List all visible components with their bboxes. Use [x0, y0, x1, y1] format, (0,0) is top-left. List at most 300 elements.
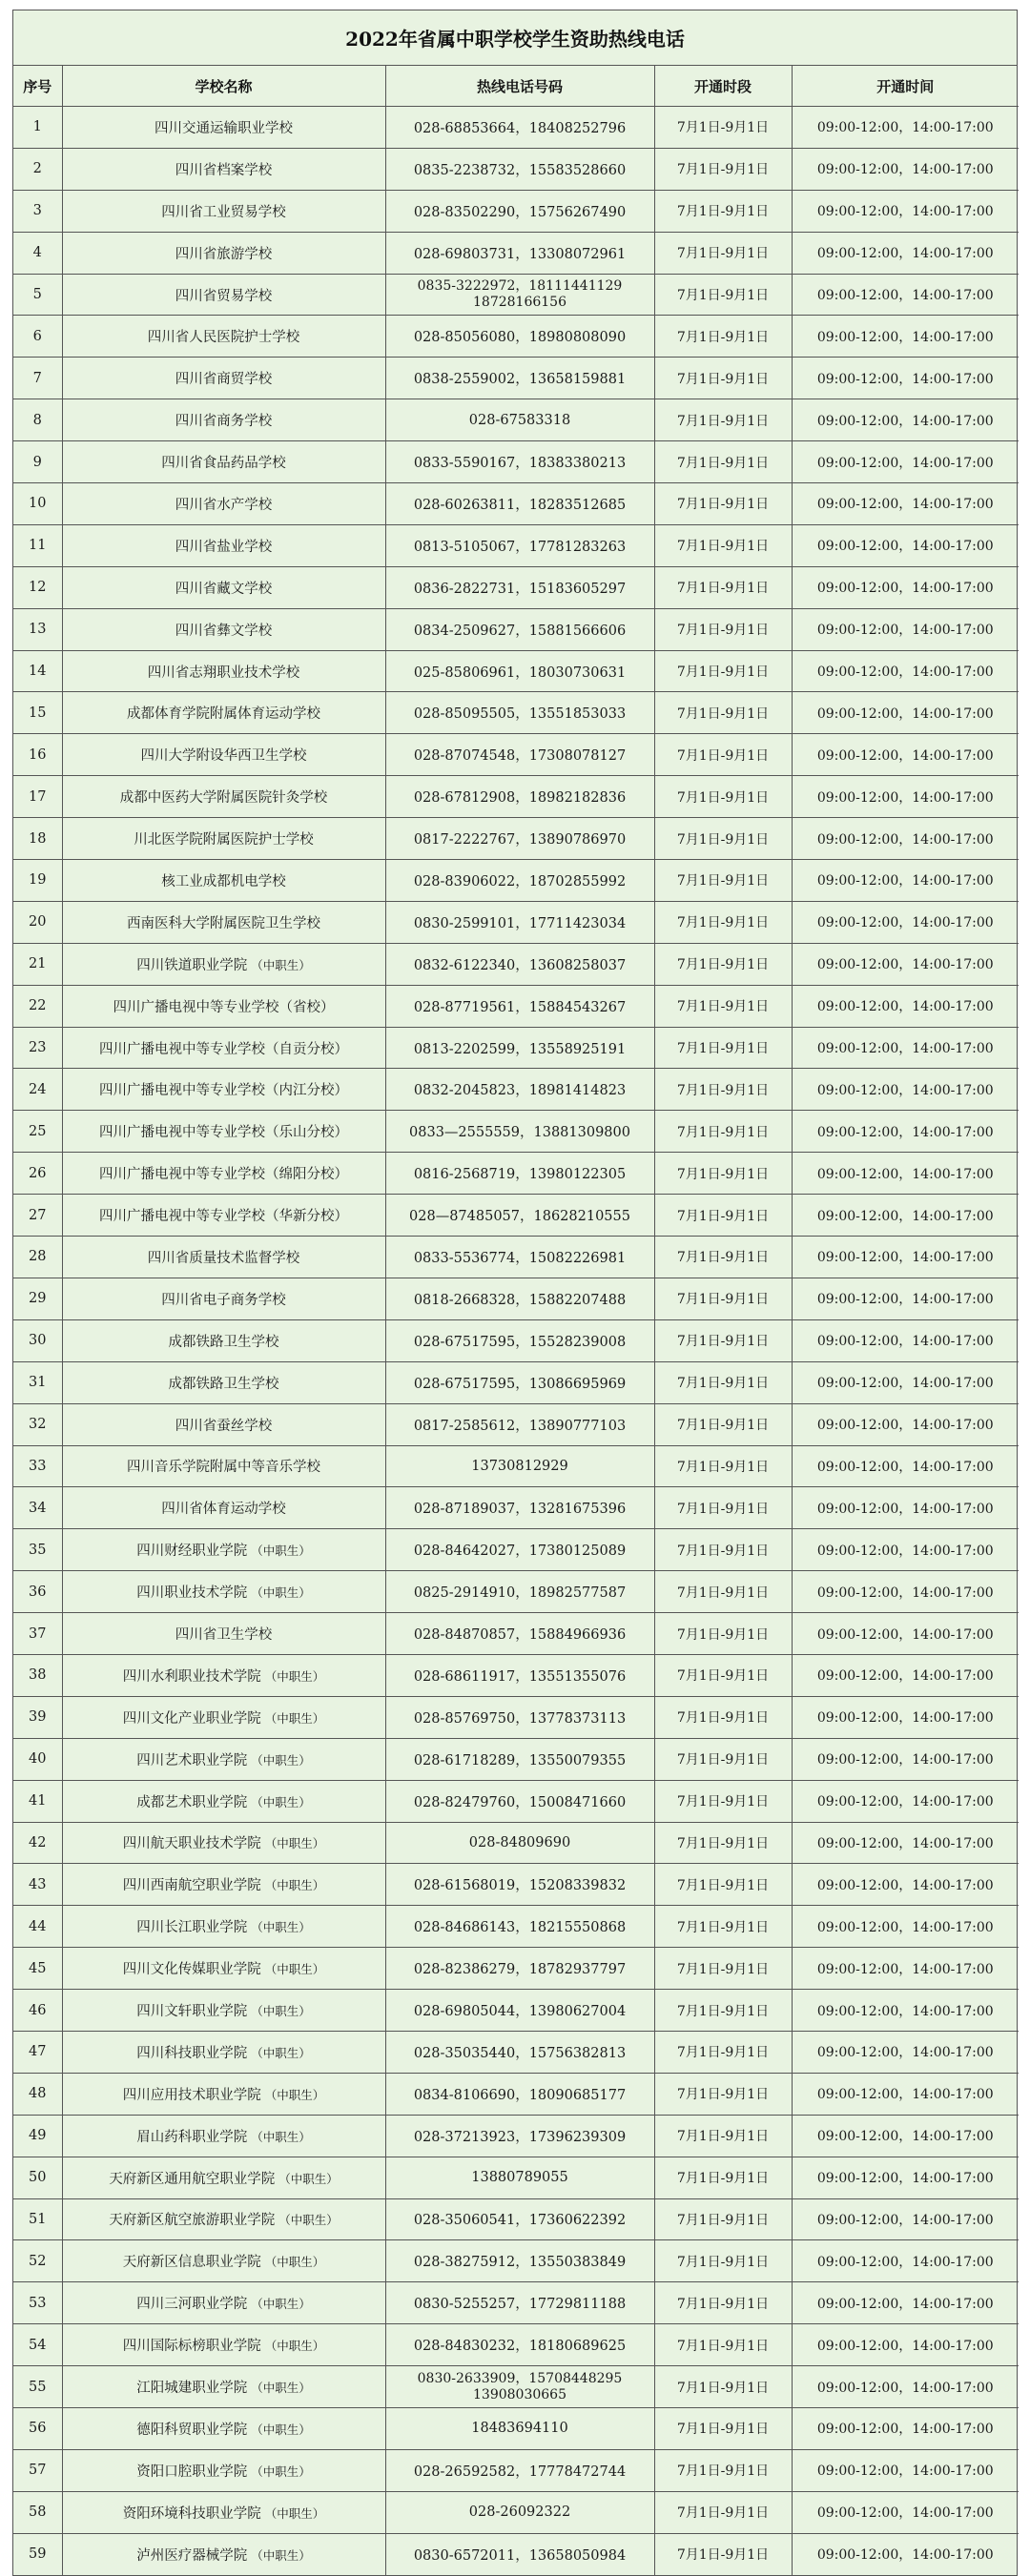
table-row	[13, 441, 1019, 483]
table-row	[13, 1319, 1019, 1361]
open-hours: 09:00-12:00，14:00-17:00	[792, 2240, 1019, 2282]
open-hours: 09:00-12:00，14:00-17:00	[792, 2407, 1019, 2449]
open-hours: 09:00-12:00，14:00-17:00	[792, 1613, 1019, 1655]
open-period: 7月1日-9月1日	[654, 107, 792, 149]
table-row	[13, 692, 1019, 734]
school-name: 四川省体育运动学校	[161, 1502, 286, 1518]
row-number: 52	[13, 2240, 62, 2282]
open-hours: 09:00-12:00，14:00-17:00	[792, 1990, 1019, 2032]
school-name: 四川科技职业学院	[136, 2045, 248, 2061]
table-row	[13, 1529, 1019, 1571]
school-name: 四川铁道职业学院	[136, 957, 248, 973]
table-row	[13, 1948, 1019, 1990]
school-name-cell	[62, 1864, 385, 1906]
table-row	[13, 2115, 1019, 2157]
school-name: 成都中医药大学附属医院针灸学校	[119, 790, 328, 807]
open-period: 7月1日-9月1日	[654, 1361, 792, 1403]
header-school: 学校名称	[62, 66, 385, 107]
open-hours: 09:00-12:00，14:00-17:00	[792, 1529, 1019, 1571]
school-name: 四川文化传媒职业学院	[122, 1962, 261, 1978]
row-number: 59	[13, 2533, 62, 2574]
school-name-cell	[62, 274, 385, 316]
open-period: 7月1日-9月1日	[654, 1153, 792, 1195]
hotline-table	[13, 66, 1019, 2575]
open-hours: 09:00-12:00，14:00-17:00	[792, 2115, 1019, 2157]
table-row	[13, 566, 1019, 608]
row-number: 51	[13, 2198, 62, 2240]
hotline-phone: 028-87189037，13281675396	[385, 1487, 654, 1529]
row-number: 15	[13, 692, 62, 734]
open-period: 7月1日-9月1日	[654, 358, 792, 399]
open-hours: 09:00-12:00，14:00-17:00	[792, 860, 1019, 902]
table-row	[13, 1153, 1019, 1195]
row-number: 33	[13, 1445, 62, 1487]
open-period: 7月1日-9月1日	[654, 2198, 792, 2240]
school-name: 四川广播电视中等专业学校（华新分校）	[99, 1209, 348, 1225]
school-suffix: （中职生）	[251, 2297, 311, 2312]
open-period: 7月1日-9月1日	[654, 1319, 792, 1361]
open-period: 7月1日-9月1日	[654, 860, 792, 902]
open-hours: 09:00-12:00，14:00-17:00	[792, 1237, 1019, 1278]
school-suffix: （中职生）	[251, 1544, 311, 1559]
table-row	[13, 2366, 1019, 2408]
open-hours: 09:00-12:00，14:00-17:00	[792, 1780, 1019, 1822]
open-hours: 09:00-12:00，14:00-17:00	[792, 2073, 1019, 2115]
row-number: 4	[13, 232, 62, 274]
school-name-cell	[62, 901, 385, 943]
school-name-cell	[62, 943, 385, 985]
hotline-phone: 028-26092322	[385, 2491, 654, 2533]
row-number: 48	[13, 2073, 62, 2115]
open-period: 7月1日-9月1日	[654, 734, 792, 776]
open-hours: 09:00-12:00，14:00-17:00	[792, 734, 1019, 776]
hotline-phone: 0830-2633909，15708448295 13908030665	[385, 2366, 654, 2408]
table-row	[13, 232, 1019, 274]
school-suffix: （中职生）	[251, 2381, 311, 2396]
header-time: 开通时间	[792, 66, 1019, 107]
open-period: 7月1日-9月1日	[654, 1027, 792, 1069]
hotline-phone: 028—87485057，18628210555	[385, 1195, 654, 1237]
open-hours: 09:00-12:00，14:00-17:00	[792, 1571, 1019, 1613]
open-period: 7月1日-9月1日	[654, 2533, 792, 2574]
school-name: 四川水利职业技术学院	[122, 1668, 261, 1685]
hotline-phone: 028-35060541，17360622392	[385, 2198, 654, 2240]
hotline-phone: 028-35035440，15756382813	[385, 2031, 654, 2073]
hotline-phone: 028-61568019，15208339832	[385, 1864, 654, 1906]
table-row	[13, 1361, 1019, 1403]
table-row	[13, 2449, 1019, 2491]
school-name-cell	[62, 1906, 385, 1948]
table-row	[13, 1278, 1019, 1319]
school-name: 四川省贸易学校	[175, 288, 273, 304]
table-row	[13, 1069, 1019, 1111]
school-name: 成都体育学院附属体育运动学校	[127, 706, 320, 723]
row-number: 21	[13, 943, 62, 985]
school-name-cell	[62, 1278, 385, 1319]
school-name-cell	[62, 1990, 385, 2032]
row-number: 41	[13, 1780, 62, 1822]
school-name: 天府新区航空旅游职业学院	[109, 2213, 276, 2229]
school-suffix: （中职生）	[278, 2213, 339, 2228]
open-hours: 09:00-12:00，14:00-17:00	[792, 901, 1019, 943]
school-suffix: （中职生）	[251, 2045, 311, 2060]
hotline-phone: 028-87719561，15884543267	[385, 985, 654, 1027]
hotline-phone: 028-82479760，15008471660	[385, 1780, 654, 1822]
hotline-phone: 028-67812908，18982182836	[385, 776, 654, 818]
school-name-cell	[62, 483, 385, 525]
table-row	[13, 985, 1019, 1027]
row-number: 35	[13, 1529, 62, 1571]
hotline-phone: 028-26592582，17778472744	[385, 2449, 654, 2491]
table-row	[13, 776, 1019, 818]
row-number: 24	[13, 1069, 62, 1111]
row-number: 32	[13, 1403, 62, 1445]
open-hours: 09:00-12:00，14:00-17:00	[792, 692, 1019, 734]
hotline-phone: 0830-2599101，17711423034	[385, 901, 654, 943]
hotline-phone: 0835-2238732，15583528660	[385, 148, 654, 190]
school-name-cell	[62, 2198, 385, 2240]
open-period: 7月1日-9月1日	[654, 441, 792, 483]
table-row	[13, 1571, 1019, 1613]
school-name-cell	[62, 1571, 385, 1613]
school-name-cell	[62, 2115, 385, 2157]
school-suffix: （中职生）	[251, 2422, 311, 2437]
school-name: 资阳环境科技职业学院	[122, 2505, 261, 2522]
school-suffix: （中职生）	[251, 2464, 311, 2479]
open-hours: 09:00-12:00，14:00-17:00	[792, 2491, 1019, 2533]
school-name-cell	[62, 2324, 385, 2366]
row-number: 40	[13, 1738, 62, 1780]
open-period: 7月1日-9月1日	[654, 608, 792, 650]
school-suffix: （中职生）	[264, 1668, 325, 1684]
open-period: 7月1日-9月1日	[654, 1195, 792, 1237]
school-name-cell	[62, 1195, 385, 1237]
school-name-cell	[62, 1361, 385, 1403]
school-name-cell	[62, 1111, 385, 1153]
open-hours: 09:00-12:00，14:00-17:00	[792, 2198, 1019, 2240]
open-hours: 09:00-12:00，14:00-17:00	[792, 1319, 1019, 1361]
row-number: 23	[13, 1027, 62, 1069]
open-hours: 09:00-12:00，14:00-17:00	[792, 776, 1019, 818]
school-name: 成都艺术职业学院	[136, 1794, 248, 1810]
open-hours: 09:00-12:00，14:00-17:00	[792, 190, 1019, 232]
hotline-table-sheet	[12, 10, 1018, 2576]
open-hours: 09:00-12:00，14:00-17:00	[792, 107, 1019, 149]
school-name: 核工业成都机电学校	[161, 873, 286, 889]
table-row	[13, 1738, 1019, 1780]
table-row	[13, 274, 1019, 316]
row-number: 19	[13, 860, 62, 902]
open-period: 7月1日-9月1日	[654, 1864, 792, 1906]
school-name: 四川省电子商务学校	[161, 1292, 286, 1308]
school-name: 四川西南航空职业学院	[122, 1878, 261, 1894]
table-row	[13, 1696, 1019, 1738]
school-suffix: （中职生）	[251, 1752, 311, 1768]
open-period: 7月1日-9月1日	[654, 1111, 792, 1153]
open-period: 7月1日-9月1日	[654, 1780, 792, 1822]
table-body	[13, 107, 1019, 2575]
row-number: 39	[13, 1696, 62, 1738]
table-row	[13, 818, 1019, 860]
school-name: 四川省食品药品学校	[161, 456, 286, 472]
open-period: 7月1日-9月1日	[654, 1738, 792, 1780]
header-phone: 热线电话号码	[385, 66, 654, 107]
open-hours: 09:00-12:00，14:00-17:00	[792, 2324, 1019, 2366]
table-row	[13, 2491, 1019, 2533]
hotline-phone: 18483694110	[385, 2407, 654, 2449]
school-name: 四川广播电视中等专业学校（乐山分校）	[99, 1125, 348, 1141]
school-name: 四川音乐学院附属中等音乐学校	[127, 1460, 320, 1476]
open-period: 7月1日-9月1日	[654, 316, 792, 358]
school-name-cell	[62, 1654, 385, 1696]
school-suffix: （中职生）	[251, 2547, 311, 2563]
school-name-cell	[62, 1738, 385, 1780]
table-row	[13, 1613, 1019, 1655]
open-hours: 09:00-12:00，14:00-17:00	[792, 2031, 1019, 2073]
open-period: 7月1日-9月1日	[654, 901, 792, 943]
school-name-cell	[62, 190, 385, 232]
school-name: 四川财经职业学院	[136, 1544, 248, 1560]
school-name-cell	[62, 1487, 385, 1529]
table-row	[13, 650, 1019, 692]
open-hours: 09:00-12:00，14:00-17:00	[792, 1069, 1019, 1111]
hotline-phone: 028-38275912，13550383849	[385, 2240, 654, 2282]
table-row	[13, 943, 1019, 985]
hotline-phone: 0832-2045823，18981414823	[385, 1069, 654, 1111]
table-row	[13, 1654, 1019, 1696]
hotline-phone: 028-87074548，17308078127	[385, 734, 654, 776]
school-name: 四川大学附设华西卫生学校	[140, 748, 307, 765]
table-row	[13, 190, 1019, 232]
open-hours: 09:00-12:00，14:00-17:00	[792, 650, 1019, 692]
school-name: 四川广播电视中等专业学校（省校）	[113, 999, 335, 1015]
hotline-phone: 0838-2559002，13658159881	[385, 358, 654, 399]
hotline-phone: 028-84686143，18215550868	[385, 1906, 654, 1948]
school-name: 西南医科大学附属医院卫生学校	[127, 915, 320, 931]
hotline-phone: 028-68853664，18408252796	[385, 107, 654, 149]
hotline-phone: 028-61718289，13550079355	[385, 1738, 654, 1780]
open-hours: 09:00-12:00，14:00-17:00	[792, 1487, 1019, 1529]
open-hours: 09:00-12:00，14:00-17:00	[792, 2449, 1019, 2491]
hotline-phone: 0834-2509627，15881566606	[385, 608, 654, 650]
school-suffix: （中职生）	[251, 2004, 311, 2019]
school-suffix: （中职生）	[251, 1920, 311, 1935]
school-name: 天府新区信息职业学院	[122, 2255, 261, 2271]
open-hours: 09:00-12:00，14:00-17:00	[792, 1738, 1019, 1780]
open-period: 7月1日-9月1日	[654, 1487, 792, 1529]
school-name-cell	[62, 2366, 385, 2408]
row-number: 53	[13, 2282, 62, 2324]
school-name: 四川广播电视中等专业学校（绵阳分校）	[99, 1167, 348, 1183]
row-number: 2	[13, 148, 62, 190]
hotline-phone: 028-37213923，17396239309	[385, 2115, 654, 2157]
hotline-phone: 028-84830232，18180689625	[385, 2324, 654, 2366]
open-hours: 09:00-12:00，14:00-17:00	[792, 1654, 1019, 1696]
school-name: 四川广播电视中等专业学校（内江分校）	[99, 1083, 348, 1099]
open-period: 7月1日-9月1日	[654, 2407, 792, 2449]
school-name-cell	[62, 566, 385, 608]
row-number: 12	[13, 566, 62, 608]
hotline-phone: 028-60263811，18283512685	[385, 483, 654, 525]
school-name: 四川文轩职业学院	[136, 2004, 248, 2020]
open-period: 7月1日-9月1日	[654, 1069, 792, 1111]
open-hours: 09:00-12:00，14:00-17:00	[792, 441, 1019, 483]
school-name: 德阳科贸职业学院	[136, 2422, 248, 2438]
table-title: 2022年省属中职学校学生资助热线电话	[13, 10, 1017, 66]
open-period: 7月1日-9月1日	[654, 2157, 792, 2198]
open-period: 7月1日-9月1日	[654, 818, 792, 860]
school-name-cell	[62, 1069, 385, 1111]
table-row	[13, 1487, 1019, 1529]
school-suffix: （中职生）	[251, 1585, 311, 1601]
table-row	[13, 2282, 1019, 2324]
open-hours: 09:00-12:00，14:00-17:00	[792, 232, 1019, 274]
table-row	[13, 107, 1019, 149]
school-name-cell	[62, 1529, 385, 1571]
table-row	[13, 1237, 1019, 1278]
row-number: 57	[13, 2449, 62, 2491]
open-period: 7月1日-9月1日	[654, 1696, 792, 1738]
table-row	[13, 1445, 1019, 1487]
open-period: 7月1日-9月1日	[654, 2449, 792, 2491]
row-number: 26	[13, 1153, 62, 1195]
hotline-phone: 028-85769750，13778373113	[385, 1696, 654, 1738]
row-number: 46	[13, 1990, 62, 2032]
school-suffix: （中职生）	[264, 2255, 325, 2270]
row-number: 58	[13, 2491, 62, 2533]
row-number: 29	[13, 1278, 62, 1319]
row-number: 3	[13, 190, 62, 232]
open-hours: 09:00-12:00，14:00-17:00	[792, 1403, 1019, 1445]
row-number: 42	[13, 1822, 62, 1864]
school-name-cell	[62, 1153, 385, 1195]
row-number: 20	[13, 901, 62, 943]
hotline-phone: 028-68611917，13551355076	[385, 1654, 654, 1696]
school-name: 天府新区通用航空职业学院	[109, 2171, 276, 2187]
table-row	[13, 860, 1019, 902]
school-name: 四川文化产业职业学院	[122, 1710, 261, 1727]
open-period: 7月1日-9月1日	[654, 2073, 792, 2115]
hotline-phone: 0834-8106690，18090685177	[385, 2073, 654, 2115]
row-number: 30	[13, 1319, 62, 1361]
row-number: 25	[13, 1111, 62, 1153]
school-name: 四川省彝文学校	[175, 623, 273, 639]
row-number: 36	[13, 1571, 62, 1613]
table-row	[13, 2407, 1019, 2449]
school-suffix: （中职生）	[264, 2505, 325, 2521]
open-period: 7月1日-9月1日	[654, 524, 792, 566]
open-hours: 09:00-12:00，14:00-17:00	[792, 1027, 1019, 1069]
school-name-cell	[62, 2031, 385, 2073]
school-name-cell	[62, 107, 385, 149]
table-row	[13, 1111, 1019, 1153]
table-row	[13, 483, 1019, 525]
open-hours: 09:00-12:00，14:00-17:00	[792, 399, 1019, 441]
table-row	[13, 901, 1019, 943]
table-row	[13, 1403, 1019, 1445]
row-number: 37	[13, 1613, 62, 1655]
hotline-phone: 13880789055	[385, 2157, 654, 2198]
open-period: 7月1日-9月1日	[654, 2115, 792, 2157]
open-period: 7月1日-9月1日	[654, 2282, 792, 2324]
open-hours: 09:00-12:00，14:00-17:00	[792, 358, 1019, 399]
row-number: 44	[13, 1906, 62, 1948]
school-name-cell	[62, 148, 385, 190]
school-name-cell	[62, 1237, 385, 1278]
hotline-phone: 028-69805044，13980627004	[385, 1990, 654, 2032]
open-hours: 09:00-12:00，14:00-17:00	[792, 1696, 1019, 1738]
table-row	[13, 2240, 1019, 2282]
open-hours: 09:00-12:00，14:00-17:00	[792, 2157, 1019, 2198]
open-hours: 09:00-12:00，14:00-17:00	[792, 985, 1019, 1027]
hotline-phone: 0836-2822731，15183605297	[385, 566, 654, 608]
row-number: 18	[13, 818, 62, 860]
school-suffix: （中职生）	[264, 1962, 325, 1977]
table-row	[13, 399, 1019, 441]
school-name-cell	[62, 2157, 385, 2198]
open-hours: 09:00-12:00，14:00-17:00	[792, 1822, 1019, 1864]
open-period: 7月1日-9月1日	[654, 566, 792, 608]
hotline-phone: 0833-5590167，18383380213	[385, 441, 654, 483]
hotline-phone: 0816-2568719，13980122305	[385, 1153, 654, 1195]
school-name: 四川省档案学校	[175, 162, 273, 178]
school-name: 四川艺术职业学院	[136, 1752, 248, 1768]
open-hours: 09:00-12:00，14:00-17:00	[792, 1278, 1019, 1319]
table-row	[13, 1780, 1019, 1822]
open-period: 7月1日-9月1日	[654, 1445, 792, 1487]
hotline-phone: 028-85056080，18980808090	[385, 316, 654, 358]
open-hours: 09:00-12:00，14:00-17:00	[792, 316, 1019, 358]
row-number: 1	[13, 107, 62, 149]
open-period: 7月1日-9月1日	[654, 399, 792, 441]
row-number: 9	[13, 441, 62, 483]
table-row	[13, 2198, 1019, 2240]
table-row	[13, 1906, 1019, 1948]
school-name-cell	[62, 1948, 385, 1990]
open-hours: 09:00-12:00，14:00-17:00	[792, 524, 1019, 566]
row-number: 56	[13, 2407, 62, 2449]
school-name-cell	[62, 608, 385, 650]
school-suffix: （中职生）	[264, 2087, 325, 2102]
hotline-phone: 0833-5536774，15082226981	[385, 1237, 654, 1278]
school-name: 四川省工业贸易学校	[161, 204, 286, 220]
table-row	[13, 1027, 1019, 1069]
school-name: 四川交通运输职业学校	[154, 120, 293, 136]
school-suffix: （中职生）	[251, 957, 311, 972]
open-hours: 09:00-12:00，14:00-17:00	[792, 1361, 1019, 1403]
school-name: 成都铁路卫生学校	[168, 1376, 279, 1392]
row-number: 7	[13, 358, 62, 399]
hotline-phone: 028-82386279，18782937797	[385, 1948, 654, 1990]
hotline-phone: 0825-2914910，18982577587	[385, 1571, 654, 1613]
open-hours: 09:00-12:00，14:00-17:00	[792, 943, 1019, 985]
open-period: 7月1日-9月1日	[654, 1654, 792, 1696]
school-name: 四川三河职业学院	[136, 2297, 248, 2313]
hotline-phone: 0830-6572011，13658050984	[385, 2533, 654, 2574]
school-name: 四川省志翔职业技术学校	[147, 664, 300, 681]
table-row	[13, 1195, 1019, 1237]
table-row	[13, 2157, 1019, 2198]
row-number: 28	[13, 1237, 62, 1278]
table-row	[13, 358, 1019, 399]
open-hours: 09:00-12:00，14:00-17:00	[792, 1948, 1019, 1990]
hotline-phone: 0817-2585612，13890777103	[385, 1403, 654, 1445]
school-suffix: （中职生）	[264, 1710, 325, 1726]
table-row	[13, 316, 1019, 358]
school-name-cell	[62, 692, 385, 734]
school-suffix: （中职生）	[264, 1878, 325, 1893]
open-period: 7月1日-9月1日	[654, 483, 792, 525]
